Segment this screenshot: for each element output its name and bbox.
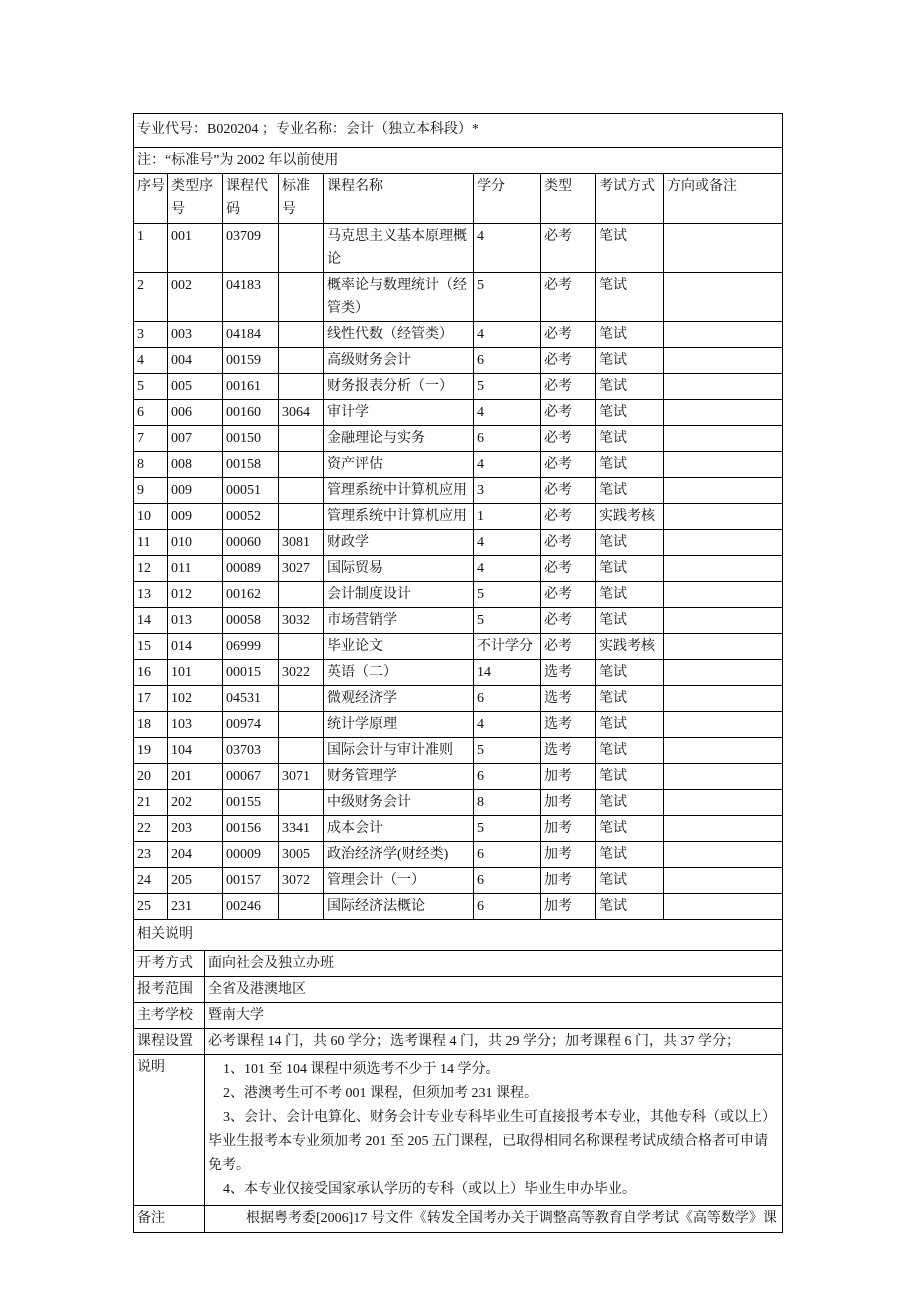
course-cell-standard-no: 3032 (279, 608, 324, 634)
course-cell-index: 15 (134, 634, 168, 660)
course-cell-index: 8 (134, 452, 168, 478)
course-cell-remarks (664, 374, 783, 400)
course-cell-type: 必考 (541, 322, 596, 348)
course-cell-remarks (664, 452, 783, 478)
course-row (134, 400, 783, 426)
course-cell-exam-mode: 笔试 (596, 660, 664, 686)
info-row-value: 全省及港澳地区 (205, 977, 783, 1003)
course-cell-course-name: 微观经济学 (324, 686, 474, 712)
course-cell-exam-mode: 笔试 (596, 868, 664, 894)
course-cell-type-no: 006 (168, 400, 223, 426)
course-cell-course-code: 03709 (223, 224, 279, 273)
course-row (134, 273, 783, 322)
course-cell-course-name: 高级财务会计 (324, 348, 474, 374)
course-cell-course-name: 毕业论文 (324, 634, 474, 660)
course-cell-course-code: 00157 (223, 868, 279, 894)
course-cell-type: 加考 (541, 894, 596, 920)
course-cell-type: 必考 (541, 530, 596, 556)
course-cell-standard-no (279, 504, 324, 530)
course-row (134, 530, 783, 556)
course-cell-type: 选考 (541, 660, 596, 686)
course-cell-type-no: 102 (168, 686, 223, 712)
col-header-type: 类型 (541, 174, 596, 224)
course-cell-type-no: 002 (168, 273, 223, 322)
course-cell-type-no: 009 (168, 478, 223, 504)
course-cell-standard-no (279, 426, 324, 452)
course-row (134, 712, 783, 738)
info-row-label: 报考范围 (134, 977, 205, 1003)
course-cell-course-code: 00155 (223, 790, 279, 816)
course-row (134, 224, 783, 273)
course-cell-standard-no (279, 790, 324, 816)
course-cell-standard-no: 3081 (279, 530, 324, 556)
col-header-remarks: 方向或备注 (664, 174, 783, 224)
course-cell-credits: 4 (474, 400, 541, 426)
info-row-value: 必考课程 14 门，共 60 学分；选考课程 4 门，共 29 学分；加考课程 6 门，共 37 学分； (205, 1029, 783, 1055)
course-cell-course-name: 统计学原理 (324, 712, 474, 738)
course-cell-course-code: 00009 (223, 842, 279, 868)
course-cell-index: 22 (134, 816, 168, 842)
course-cell-type-no: 010 (168, 530, 223, 556)
course-cell-remarks (664, 400, 783, 426)
course-cell-type: 必考 (541, 348, 596, 374)
course-cell-type: 加考 (541, 764, 596, 790)
course-cell-remarks (664, 738, 783, 764)
course-row (134, 868, 783, 894)
course-cell-index: 4 (134, 348, 168, 374)
course-cell-standard-no: 3071 (279, 764, 324, 790)
course-cell-course-code: 04531 (223, 686, 279, 712)
course-cell-course-name: 政治经济学(财经类) (324, 842, 474, 868)
course-cell-remarks (664, 478, 783, 504)
course-row (134, 478, 783, 504)
exam-plan-table (133, 113, 782, 1233)
info-notes-body (134, 1055, 783, 1233)
info-row-label: 开考方式 (134, 951, 205, 977)
course-cell-index: 9 (134, 478, 168, 504)
course-cell-course-code: 00158 (223, 452, 279, 478)
course-cell-course-code: 00067 (223, 764, 279, 790)
course-cell-course-name: 国际会计与审计准则 (324, 738, 474, 764)
course-cell-exam-mode: 笔试 (596, 374, 664, 400)
course-cell-course-code: 00089 (223, 556, 279, 582)
course-cell-index: 2 (134, 273, 168, 322)
course-cell-credits: 6 (474, 842, 541, 868)
course-cell-exam-mode: 笔试 (596, 608, 664, 634)
course-cell-remarks (664, 686, 783, 712)
course-cell-type: 必考 (541, 478, 596, 504)
course-row (134, 816, 783, 842)
course-cell-exam-mode: 笔试 (596, 582, 664, 608)
course-cell-course-code: 04183 (223, 273, 279, 322)
col-header-index: 序号 (134, 174, 168, 224)
course-cell-remarks (664, 764, 783, 790)
course-row (134, 738, 783, 764)
course-cell-standard-no: 3341 (279, 816, 324, 842)
course-cell-course-code: 00974 (223, 712, 279, 738)
course-cell-exam-mode: 笔试 (596, 452, 664, 478)
shuoming-item: 4、本专业仅接受国家承认学历的专科（或以上）毕业生申办毕业。 (223, 1182, 636, 1197)
course-cell-type-no: 001 (168, 224, 223, 273)
course-cell-type: 必考 (541, 582, 596, 608)
section-title-row (134, 920, 783, 951)
course-row (134, 608, 783, 634)
course-cell-credits: 8 (474, 790, 541, 816)
course-cell-standard-no (279, 712, 324, 738)
course-cell-standard-no: 3027 (279, 556, 324, 582)
course-cell-index: 10 (134, 504, 168, 530)
course-cell-type-no: 012 (168, 582, 223, 608)
course-row (134, 790, 783, 816)
standard-no-note: 注：“标准号”为 2002 年以前使用 (134, 148, 783, 174)
course-cell-exam-mode: 笔试 (596, 764, 664, 790)
course-row (134, 504, 783, 530)
course-cell-standard-no (279, 634, 324, 660)
course-table-body (134, 224, 783, 920)
course-cell-index: 25 (134, 894, 168, 920)
course-cell-standard-no (279, 582, 324, 608)
course-cell-credits: 不计学分 (474, 634, 541, 660)
course-cell-index: 20 (134, 764, 168, 790)
course-cell-course-name: 会计制度设计 (324, 582, 474, 608)
course-cell-standard-no (279, 374, 324, 400)
course-cell-course-name: 金融理论与实务 (324, 426, 474, 452)
course-cell-type-no: 008 (168, 452, 223, 478)
course-cell-type: 必考 (541, 504, 596, 530)
course-row (134, 660, 783, 686)
course-row (134, 894, 783, 920)
course-cell-type-no: 204 (168, 842, 223, 868)
course-cell-type: 必考 (541, 273, 596, 322)
course-cell-credits: 6 (474, 686, 541, 712)
course-cell-course-name: 财政学 (324, 530, 474, 556)
course-cell-credits: 4 (474, 530, 541, 556)
course-cell-type-no: 104 (168, 738, 223, 764)
course-cell-standard-no (279, 738, 324, 764)
course-cell-course-name: 资产评估 (324, 452, 474, 478)
course-cell-course-name: 财务报表分析（一） (324, 374, 474, 400)
course-cell-type: 必考 (541, 400, 596, 426)
course-cell-exam-mode: 笔试 (596, 686, 664, 712)
course-cell-type: 必考 (541, 556, 596, 582)
course-cell-index: 3 (134, 322, 168, 348)
course-cell-credits: 6 (474, 426, 541, 452)
shuoming-label: 说明 (134, 1055, 205, 1206)
course-cell-index: 11 (134, 530, 168, 556)
info-row (134, 977, 783, 1003)
course-cell-index: 5 (134, 374, 168, 400)
course-cell-credits: 5 (474, 608, 541, 634)
course-cell-standard-no (279, 273, 324, 322)
course-cell-type-no: 014 (168, 634, 223, 660)
course-cell-type: 加考 (541, 816, 596, 842)
course-cell-course-name: 成本会计 (324, 816, 474, 842)
course-cell-remarks (664, 712, 783, 738)
course-cell-course-code: 00051 (223, 478, 279, 504)
course-cell-type: 选考 (541, 738, 596, 764)
course-cell-index: 23 (134, 842, 168, 868)
course-cell-remarks (664, 868, 783, 894)
course-row (134, 556, 783, 582)
course-cell-course-name: 马克思主义基本原理概论 (324, 224, 474, 273)
course-cell-index: 24 (134, 868, 168, 894)
course-cell-remarks (664, 224, 783, 273)
course-cell-course-code: 04184 (223, 322, 279, 348)
course-cell-credits: 3 (474, 478, 541, 504)
course-cell-credits: 4 (474, 452, 541, 478)
course-cell-standard-no (279, 224, 324, 273)
course-cell-course-name: 管理会计（一） (324, 868, 474, 894)
course-cell-remarks (664, 634, 783, 660)
course-cell-course-name: 市场营销学 (324, 608, 474, 634)
course-cell-credits: 5 (474, 738, 541, 764)
course-cell-course-code: 06999 (223, 634, 279, 660)
course-cell-type-no: 231 (168, 894, 223, 920)
course-cell-credits: 4 (474, 556, 541, 582)
course-cell-exam-mode: 笔试 (596, 556, 664, 582)
course-cell-exam-mode: 笔试 (596, 224, 664, 273)
shuoming-item: 3、会计、会计电算化、财务会计专业专科毕业生可直接报考本专业，其他专科（或以上）毕业生报考本专业须加考 201 至 205 五门课程，已取得相同名称课程考试成绩合格者可申请免考。 (208, 1110, 776, 1173)
course-cell-remarks (664, 273, 783, 322)
course-cell-standard-no: 3072 (279, 868, 324, 894)
course-cell-exam-mode: 实践考核 (596, 504, 664, 530)
course-cell-exam-mode: 笔试 (596, 478, 664, 504)
col-header-type-no: 类型序号 (168, 174, 223, 224)
course-cell-index: 19 (134, 738, 168, 764)
course-cell-index: 16 (134, 660, 168, 686)
course-cell-type: 必考 (541, 426, 596, 452)
beizhu-row (134, 1206, 783, 1233)
info-row-value: 暨南大学 (205, 1003, 783, 1029)
course-cell-type: 必考 (541, 374, 596, 400)
course-cell-remarks (664, 842, 783, 868)
course-cell-course-name: 财务管理学 (324, 764, 474, 790)
course-cell-course-code: 00015 (223, 660, 279, 686)
course-cell-course-name: 线性代数（经管类） (324, 322, 474, 348)
course-cell-credits: 6 (474, 764, 541, 790)
course-cell-index: 21 (134, 790, 168, 816)
info-row (134, 1003, 783, 1029)
course-cell-index: 12 (134, 556, 168, 582)
course-cell-credits: 4 (474, 322, 541, 348)
course-cell-index: 1 (134, 224, 168, 273)
col-header-credits: 学分 (474, 174, 541, 224)
course-cell-exam-mode: 笔试 (596, 894, 664, 920)
course-row (134, 374, 783, 400)
course-cell-standard-no (279, 452, 324, 478)
course-cell-course-name: 审计学 (324, 400, 474, 426)
info-row-label: 课程设置 (134, 1029, 205, 1055)
course-cell-type-no: 103 (168, 712, 223, 738)
course-cell-course-name: 中级财务会计 (324, 790, 474, 816)
course-row (134, 764, 783, 790)
note-row (134, 148, 783, 174)
course-cell-remarks (664, 556, 783, 582)
course-row (134, 686, 783, 712)
course-row (134, 582, 783, 608)
course-cell-index: 14 (134, 608, 168, 634)
course-cell-type-no: 011 (168, 556, 223, 582)
course-cell-course-name: 国际经济法概论 (324, 894, 474, 920)
course-cell-remarks (664, 608, 783, 634)
course-cell-course-name: 英语（二） (324, 660, 474, 686)
info-row (134, 951, 783, 977)
course-cell-standard-no: 3064 (279, 400, 324, 426)
course-cell-type-no: 201 (168, 764, 223, 790)
course-cell-type-no: 205 (168, 868, 223, 894)
course-cell-type-no: 203 (168, 816, 223, 842)
info-rows-body (134, 951, 783, 1055)
course-cell-course-name: 概率论与数理统计（经管类） (324, 273, 474, 322)
title-table (133, 113, 783, 174)
course-cell-course-code: 00159 (223, 348, 279, 374)
info-section-title-body (134, 920, 783, 951)
course-cell-course-name: 管理系统中计算机应用 (324, 504, 474, 530)
course-cell-course-code: 00161 (223, 374, 279, 400)
course-cell-exam-mode: 笔试 (596, 842, 664, 868)
course-cell-remarks (664, 582, 783, 608)
course-row (134, 426, 783, 452)
course-cell-standard-no (279, 348, 324, 374)
course-cell-remarks (664, 426, 783, 452)
course-cell-course-code: 03703 (223, 738, 279, 764)
course-cell-remarks (664, 504, 783, 530)
course-cell-standard-no (279, 894, 324, 920)
course-cell-index: 7 (134, 426, 168, 452)
shuoming-item: 1、101 至 104 课程中须选考不少于 14 学分。 (223, 1062, 500, 1077)
course-cell-type-no: 202 (168, 790, 223, 816)
course-cell-credits: 14 (474, 660, 541, 686)
course-cell-exam-mode: 笔试 (596, 530, 664, 556)
course-cell-remarks (664, 348, 783, 374)
course-cell-credits: 5 (474, 582, 541, 608)
related-notes-title: 相关说明 (134, 920, 783, 951)
course-cell-type-no: 013 (168, 608, 223, 634)
course-cell-exam-mode: 笔试 (596, 816, 664, 842)
course-cell-remarks (664, 894, 783, 920)
course-cell-exam-mode: 笔试 (596, 273, 664, 322)
beizhu-label: 备注 (134, 1206, 205, 1233)
course-cell-exam-mode: 笔试 (596, 738, 664, 764)
course-cell-exam-mode: 笔试 (596, 400, 664, 426)
course-cell-type-no: 007 (168, 426, 223, 452)
course-table-header (134, 174, 783, 224)
shuoming-items (208, 1058, 780, 1202)
shuoming-item: 2、港澳考生可不考 001 课程，但须加考 231 课程。 (223, 1086, 538, 1101)
course-row (134, 452, 783, 478)
course-cell-course-name: 管理系统中计算机应用 (324, 478, 474, 504)
major-title: 专业代号：B020204 ；专业名称：会计（独立本科段）* (134, 114, 783, 148)
course-cell-exam-mode: 笔试 (596, 426, 664, 452)
course-cell-credits: 5 (474, 816, 541, 842)
course-cell-exam-mode: 笔试 (596, 790, 664, 816)
info-row-value: 面向社会及独立办班 (205, 951, 783, 977)
course-cell-index: 13 (134, 582, 168, 608)
course-cell-credits: 6 (474, 894, 541, 920)
course-cell-type: 加考 (541, 790, 596, 816)
col-header-standard-no: 标准号 (279, 174, 324, 224)
col-header-course-code: 课程代码 (223, 174, 279, 224)
course-header-row (134, 174, 783, 224)
course-row (134, 322, 783, 348)
course-cell-type: 必考 (541, 608, 596, 634)
course-cell-exam-mode: 笔试 (596, 712, 664, 738)
course-cell-remarks (664, 790, 783, 816)
course-cell-type-no: 009 (168, 504, 223, 530)
course-cell-remarks (664, 660, 783, 686)
course-cell-remarks (664, 322, 783, 348)
course-cell-type: 加考 (541, 842, 596, 868)
course-row (134, 348, 783, 374)
course-cell-type-no: 004 (168, 348, 223, 374)
course-row (134, 842, 783, 868)
course-cell-standard-no: 3022 (279, 660, 324, 686)
beizhu-value: 根据粤考委[2006]17 号文件《转发全国考办关于调整高等教育自学考试《高等数学》课 (205, 1206, 783, 1233)
course-cell-credits: 6 (474, 348, 541, 374)
course-cell-course-code: 00052 (223, 504, 279, 530)
course-cell-course-code: 00246 (223, 894, 279, 920)
course-table (133, 173, 783, 920)
course-cell-course-code: 00162 (223, 582, 279, 608)
info-table (133, 919, 783, 1233)
course-cell-type: 选考 (541, 686, 596, 712)
course-cell-remarks (664, 530, 783, 556)
course-cell-credits: 4 (474, 224, 541, 273)
course-cell-standard-no (279, 478, 324, 504)
course-cell-type-no: 003 (168, 322, 223, 348)
course-cell-credits: 6 (474, 868, 541, 894)
course-cell-credits: 5 (474, 273, 541, 322)
course-cell-exam-mode: 笔试 (596, 322, 664, 348)
shuoming-value (205, 1055, 783, 1206)
course-row (134, 634, 783, 660)
course-cell-type-no: 005 (168, 374, 223, 400)
course-cell-standard-no: 3005 (279, 842, 324, 868)
course-cell-type: 必考 (541, 224, 596, 273)
course-cell-type: 必考 (541, 634, 596, 660)
shuoming-row (134, 1055, 783, 1206)
course-cell-credits: 1 (474, 504, 541, 530)
course-cell-remarks (664, 816, 783, 842)
course-cell-type-no: 101 (168, 660, 223, 686)
course-cell-type: 必考 (541, 452, 596, 478)
course-cell-standard-no (279, 686, 324, 712)
course-cell-exam-mode: 笔试 (596, 348, 664, 374)
course-cell-exam-mode: 实践考核 (596, 634, 664, 660)
course-cell-course-name: 国际贸易 (324, 556, 474, 582)
course-cell-course-code: 00150 (223, 426, 279, 452)
course-cell-course-code: 00060 (223, 530, 279, 556)
course-cell-course-code: 00058 (223, 608, 279, 634)
col-header-course-name: 课程名称 (324, 174, 474, 224)
title-row (134, 114, 783, 148)
course-cell-type: 选考 (541, 712, 596, 738)
course-cell-type: 加考 (541, 868, 596, 894)
course-cell-course-code: 00156 (223, 816, 279, 842)
course-cell-credits: 4 (474, 712, 541, 738)
info-row (134, 1029, 783, 1055)
course-cell-standard-no (279, 322, 324, 348)
info-row-label: 主考学校 (134, 1003, 205, 1029)
course-cell-index: 6 (134, 400, 168, 426)
course-cell-index: 17 (134, 686, 168, 712)
course-cell-course-code: 00160 (223, 400, 279, 426)
col-header-exam-mode: 考试方式 (596, 174, 664, 224)
course-cell-credits: 5 (474, 374, 541, 400)
course-cell-index: 18 (134, 712, 168, 738)
